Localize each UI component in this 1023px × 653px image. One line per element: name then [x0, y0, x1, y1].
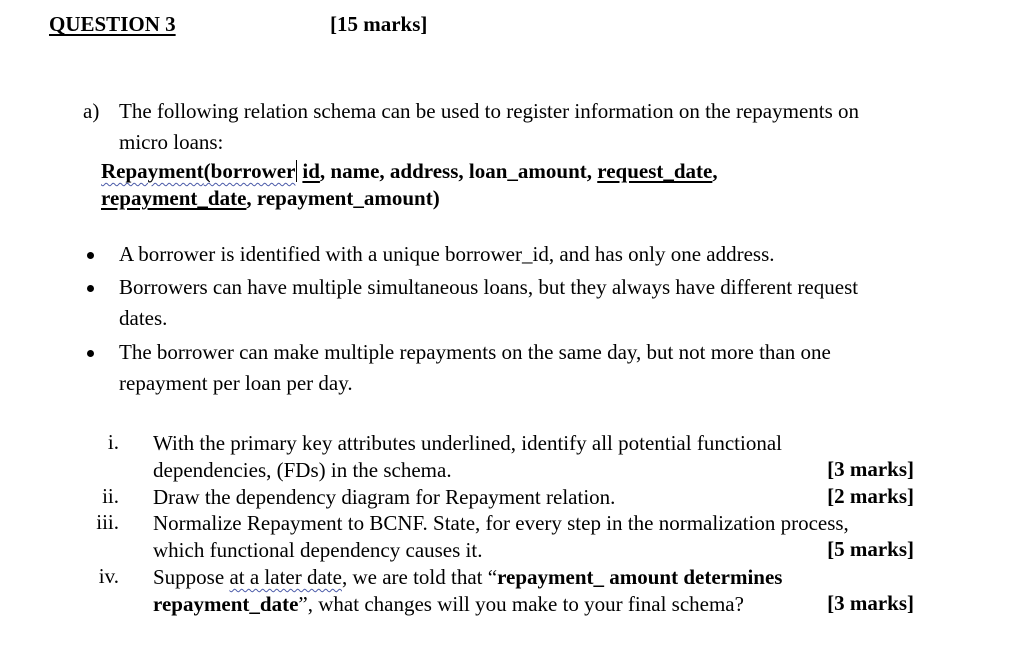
question-marks: [15 marks] [330, 12, 428, 36]
subquestion-4-line1 [153, 564, 782, 591]
bullet-3-line1: The borrower can make multiple repayments on the same day, but not more than one [119, 340, 831, 364]
bullet-2-line1: Borrowers can have multiple simultaneous loans, but they always have different request [119, 275, 859, 299]
subquestion-2-marks: [2 marks] [827, 484, 914, 508]
sq4-text-a: Suppose [153, 565, 230, 589]
subquestion-1-marks: [3 marks] [827, 457, 914, 481]
sq4-text-bold: repayment_ amount determines [497, 565, 783, 589]
relation-schema-line2 [101, 185, 440, 212]
bullet-dot [87, 252, 94, 259]
schema-open-paren: ( [203, 159, 211, 183]
subquestion-3-marks: [5 marks] [827, 537, 914, 561]
schema-comma: , [712, 159, 718, 183]
subquestion-number: iii. [96, 510, 119, 534]
subquestion-1-line1: With the primary key attributes underlined, identify all potential functional [153, 431, 782, 455]
bullet-2-line2: dates. [119, 306, 168, 330]
sq4-text-end: ”, what changes will you make to your final schema? [298, 592, 744, 616]
sq4-text-c: , we are told that “ [341, 565, 498, 589]
bullet-1: A borrower is identified with a unique borrower_id, and has only one address. [119, 242, 775, 266]
schema-attr-repayment-date: repayment_date [101, 186, 247, 210]
part-a-intro-line1: The following relation schema can be used to register information on the repayments on [119, 99, 860, 123]
schema-attr-request-date: request_date [597, 159, 713, 183]
bullet-dot [87, 350, 94, 357]
schema-attr-borrower: borrower [210, 159, 296, 183]
sq4-text-later-date: at a later date [229, 565, 342, 589]
subquestion-3-line1: Normalize Repayment to BCNF. State, for every step in the normalization process, [153, 511, 849, 535]
subquestion-4-marks: [3 marks] [827, 591, 914, 615]
schema-attrs-middle: , name, address, loan_amount, [319, 159, 598, 183]
bullet-dot [87, 285, 94, 292]
subquestion-1-line2: dependencies, (FDs) in the schema. [153, 458, 452, 482]
subquestion-number: i. [107, 430, 119, 454]
schema-attrs-tail: , repayment_amount) [246, 186, 440, 210]
schema-attr-id: id [302, 159, 320, 183]
subquestion-4-line2 [153, 591, 744, 618]
part-a-label: a) [83, 99, 100, 123]
relation-schema-line1 [101, 158, 718, 185]
schema-relation-name: Repayment [101, 159, 204, 183]
subquestion-2-line1: Draw the dependency diagram for Repayment relation. [153, 485, 616, 509]
subquestion-number: iv. [98, 564, 119, 588]
part-a-intro-line2: micro loans: [119, 130, 224, 154]
question-title: QUESTION 3 [49, 12, 176, 36]
bullet-3-line2: repayment per loan per day. [119, 371, 353, 395]
sq4-text-repayment-date: repayment_date [153, 592, 299, 616]
subquestion-3-line2: which functional dependency causes it. [153, 538, 483, 562]
subquestion-number: ii. [102, 484, 119, 508]
